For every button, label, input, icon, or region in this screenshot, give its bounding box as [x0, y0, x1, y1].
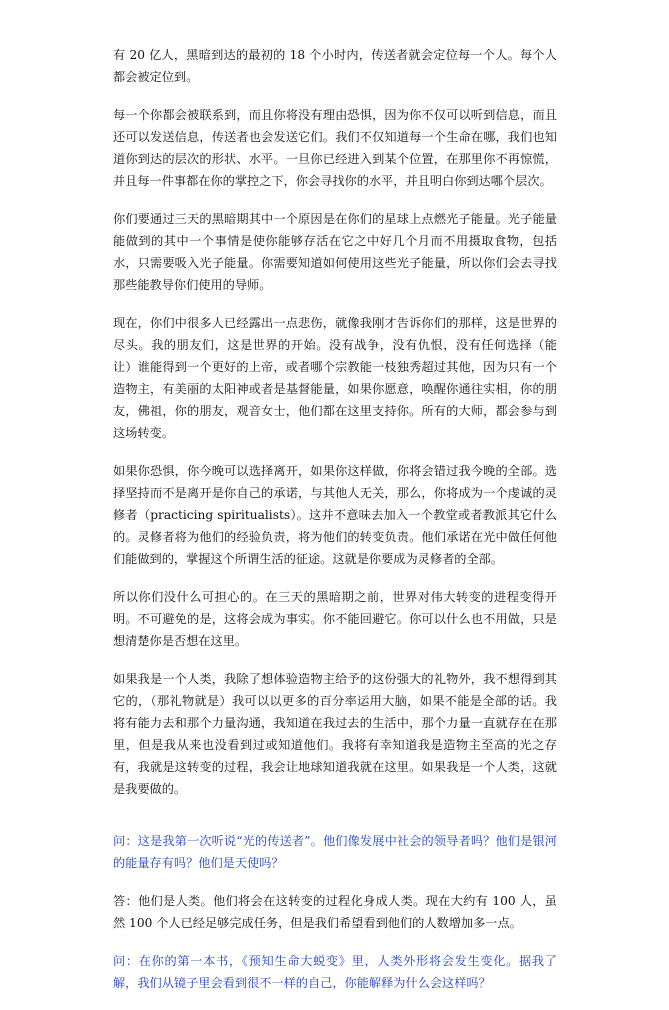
answer-1: 答：他们是人类。他们将会在这转变的过程化身成人类。现在大约有 100 人，虽然 100 个人已经足够完成任务，但是我们希望看到他们的人数增加多一点。 — [113, 894, 557, 930]
question-2: 问：在你的第一本书，《预知生命大蜕变》里，人类外形将会发生变化。据我了解，我们从镜子里会看到很不一样的自己，你能解释为什么会这样吗？ — [113, 954, 557, 990]
paragraph-1: 有 20 亿人，黑暗到达的最初的 18 个小时内，传送者就会定位每一个人。每个人都会被定位到。 — [113, 48, 557, 84]
paragraph-5: 如果你恐惧，你今晚可以选择离开，如果你这样做，你将会错过我今晚的全部。选择坚持而不是离开是你自己的承诺，与其他人无关，那么，你将成为一个虔诚的灵修者（practicing spiritualists）。这并不意味去加入一个教堂或者教派其它什么的。灵修者将为他们的经验负责，将为他们的转变负责。他们承诺在光中做任何他们能做到的，掌握这个所谓生活的征途。这就是你要成为灵修者的全部。 — [113, 464, 557, 566]
paragraph-3: 你们要通过三天的黑暗期其中一个原因是在你们的星球上点燃光子能量。光子能量能做到的其中一个事情是使你能够存活在它之中好几个月而不用摄取食物，包括水，只需要吸入光子能量。你需要知道如何使用这些光子能量，所以你们会去寻找那些能教导你们使用的导师。 — [113, 212, 557, 292]
paragraph-2: 每一个你都会被联系到，而且你将没有理由恐惧，因为你不仅可以听到信息，而且还可以发送信息，传送者也会发送它们。我们不仅知道每一个生命在哪，我们也知道你到达的层次的形状、水平。一旦你已经进入到某个位置，在那里你不再惊慌，并且每一件事都在你的掌控之下，你会寻找你的水平，并且明白你到达哪个层次。 — [113, 108, 557, 188]
paragraph-6: 所以你们没什么可担心的。在三天的黑暗期之前，世界对伟大转变的进程变得开明。不可避免的是，这将会成为事实。你不能回避它。你可以什么也不用做，只是想清楚你是否想在这里。 — [113, 590, 557, 648]
question-1: 问：这是我第一次听说“光的传送者”。他们像发展中社会的领导者吗？他们是银河的能量存有吗？他们是天使吗？ — [113, 834, 557, 870]
paragraph-7: 如果我是一个人类，我除了想体验造物主给予的这份强大的礼物外，我不想得到其它的，（那礼物就是）我可以以更多的百分率运用大脑，如果不能是全部的话。我将有能力去和那个力量沟通，我知道在我过去的生活中，那个力量一直就存在在那里，但是我从来也没看到过或知道他们。我将有幸知道我是造物主至高的光之存有，我就是这转变的过程，我会让地球知道我就在这里。如果我是一个人类，这就是我要做的。 — [113, 672, 557, 796]
paragraph-4: 现在，你们中很多人已经露出一点悲伤，就像我刚才告诉你们的那样，这是世界的尽头。我的朋友们，这是世界的开始。没有战争，没有仇恨，没有任何选择（能让）谁能得到一个更好的上帝，或者哪个宗教能一枝独秀超过其他，因为只有一个造物主，有美丽的太阳神或者是基督能量，如果你愿意，唤醒你通往实相，你的朋友，佛祖，你的朋友，观音女士，他们都在这里支持你。所有的大师，都会参与到这场转变。 — [113, 316, 557, 440]
document-page — [113, 44, 557, 1010]
